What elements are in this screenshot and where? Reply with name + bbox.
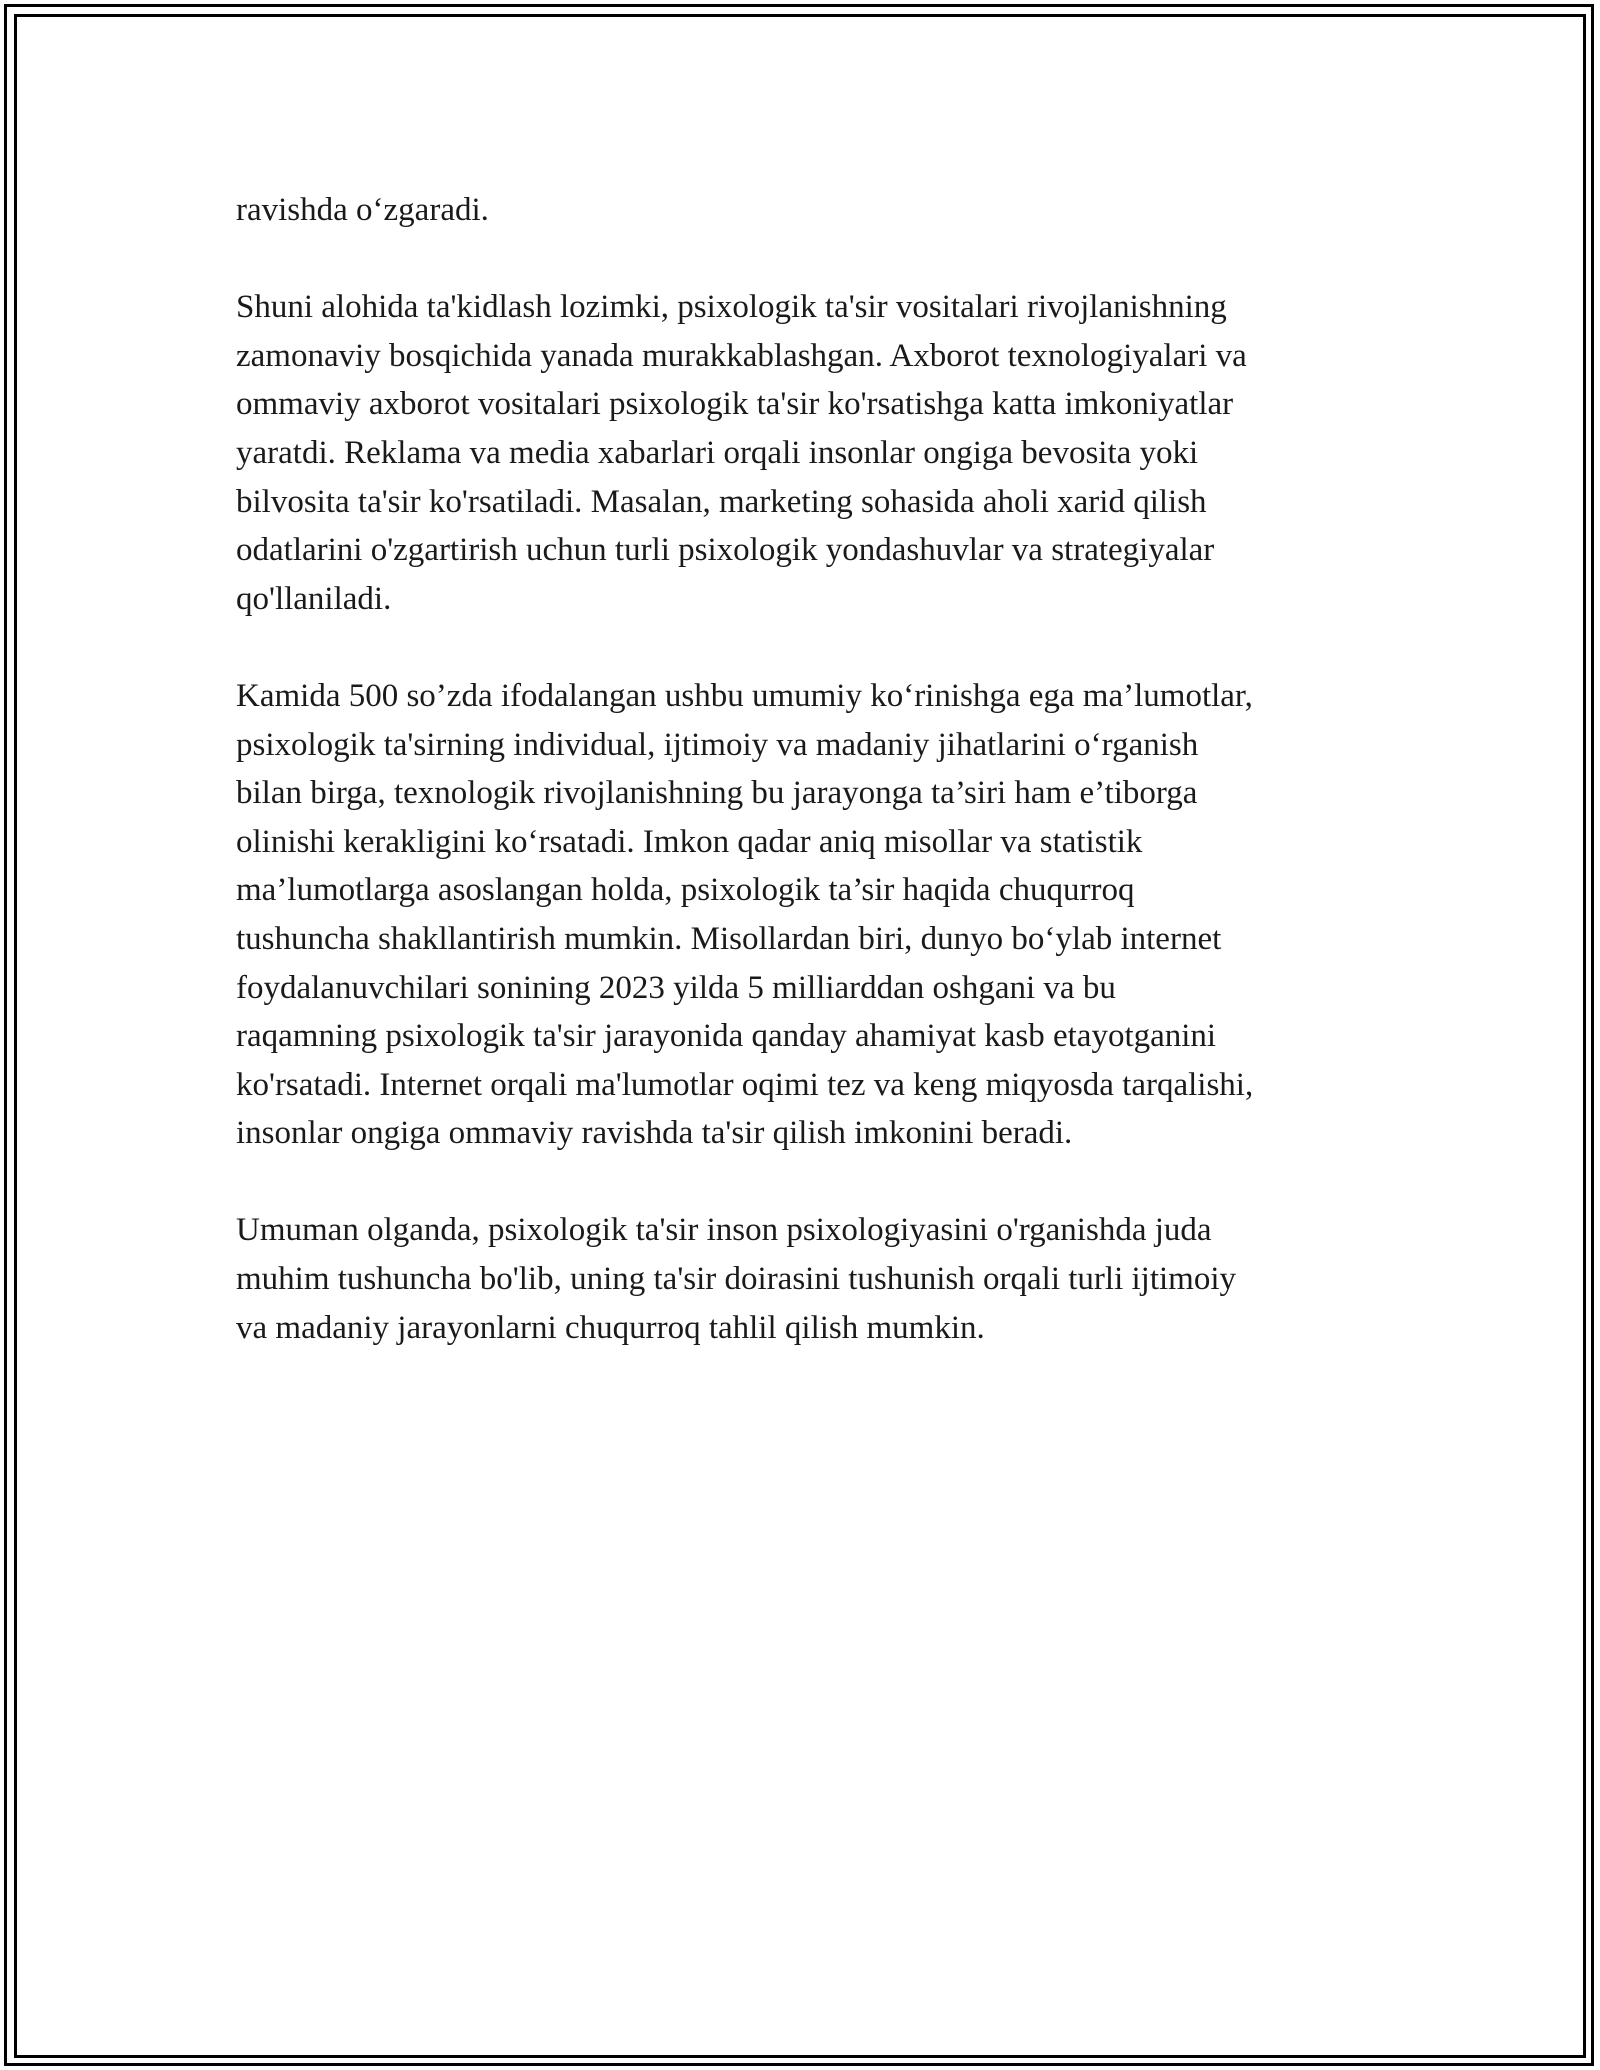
paragraph-3	[236, 672, 1386, 1158]
paragraph-line: bilan birga, texnologik rivojlanishning bu jarayonga ta’siri ham e’tiborga	[236, 775, 1198, 812]
paragraph-line: odatlarini o'zgartirish uchun turli psixologik yondashuvlar va strategiyalar	[236, 532, 1215, 569]
paragraph-line: ravishda o‘zgaradi.	[236, 192, 489, 228]
paragraph-line: olinishi kerakligini ko‘rsatadi. Imkon qadar aniq misollar va statistik	[236, 823, 1143, 860]
paragraph-line: qo'llaniladi.	[236, 580, 392, 617]
paragraph-line: foydalanuvchilari sonining 2023 yilda 5 milliarddan oshgani va bu	[236, 969, 1116, 1006]
paragraph-line: Shuni alohida ta'kidlash lozimki, psixologik ta'sir vositalari rivojlanishning	[236, 289, 1227, 326]
paragraph-line: ommaviy axborot vositalari psixologik ta'sir ko'rsatishga katta imkoniyatlar	[236, 386, 1234, 423]
paragraph-line: raqamning psixologik ta'sir jarayonida qanday ahamiyat kasb etayotganini	[236, 1018, 1217, 1055]
paragraph-line: Umuman olganda, psixologik ta'sir inson psixologiyasini o'rganishda juda	[236, 1212, 1212, 1249]
paragraph-gap	[236, 623, 1386, 672]
paragraph-line: muhim tushuncha bo'lib, uning ta'sir doirasini tushunish orqali turli ijtimoiy	[236, 1261, 1237, 1298]
paragraph-4	[236, 1206, 1386, 1352]
paragraph-line: insonlar ongiga ommaviy ravishda ta'sir qilish imkonini beradi.	[236, 1115, 1073, 1152]
paragraph-line: zamonaviy bosqichida yanada murakkablashgan. Axborot texnologiyalari va	[236, 337, 1247, 374]
paragraph-gap	[236, 1158, 1386, 1207]
paragraph-line: psixologik ta'sirning individual, ijtimoiy va madaniy jihatlarini o‘rganish	[236, 726, 1199, 763]
paragraph-line: va madaniy jarayonlarni chuqurroq tahlil qilish mumkin.	[236, 1309, 985, 1346]
paragraph-1	[236, 186, 1386, 235]
paragraph-line: bilvosita ta'sir ko'rsatiladi. Masalan, marketing sohasida aholi xarid qilish	[236, 483, 1207, 520]
paragraph-line: yaratdi. Reklama va media xabarlari orqali insonlar ongiga bevosita yoki	[236, 434, 1199, 471]
paragraph-line: tushuncha shakllantirish mumkin. Misollardan biri, dunyo bo‘ylab internet	[236, 920, 1222, 957]
page-body	[236, 186, 1386, 1352]
paragraph-line: ma’lumotlarga asoslangan holda, psixologik ta’sir haqida chuqurroq	[236, 872, 1135, 909]
paragraph-line: ko'rsatadi. Internet orqali ma'lumotlar oqimi tez va keng miqyosda tarqalishi,	[236, 1066, 1254, 1103]
paragraph-gap	[236, 235, 1386, 284]
paragraph-line: Kamida 500 so’zda ifodalangan ushbu umumiy ko‘rinishga ega ma’lumotlar,	[236, 677, 1253, 714]
paragraph-2	[236, 283, 1386, 623]
